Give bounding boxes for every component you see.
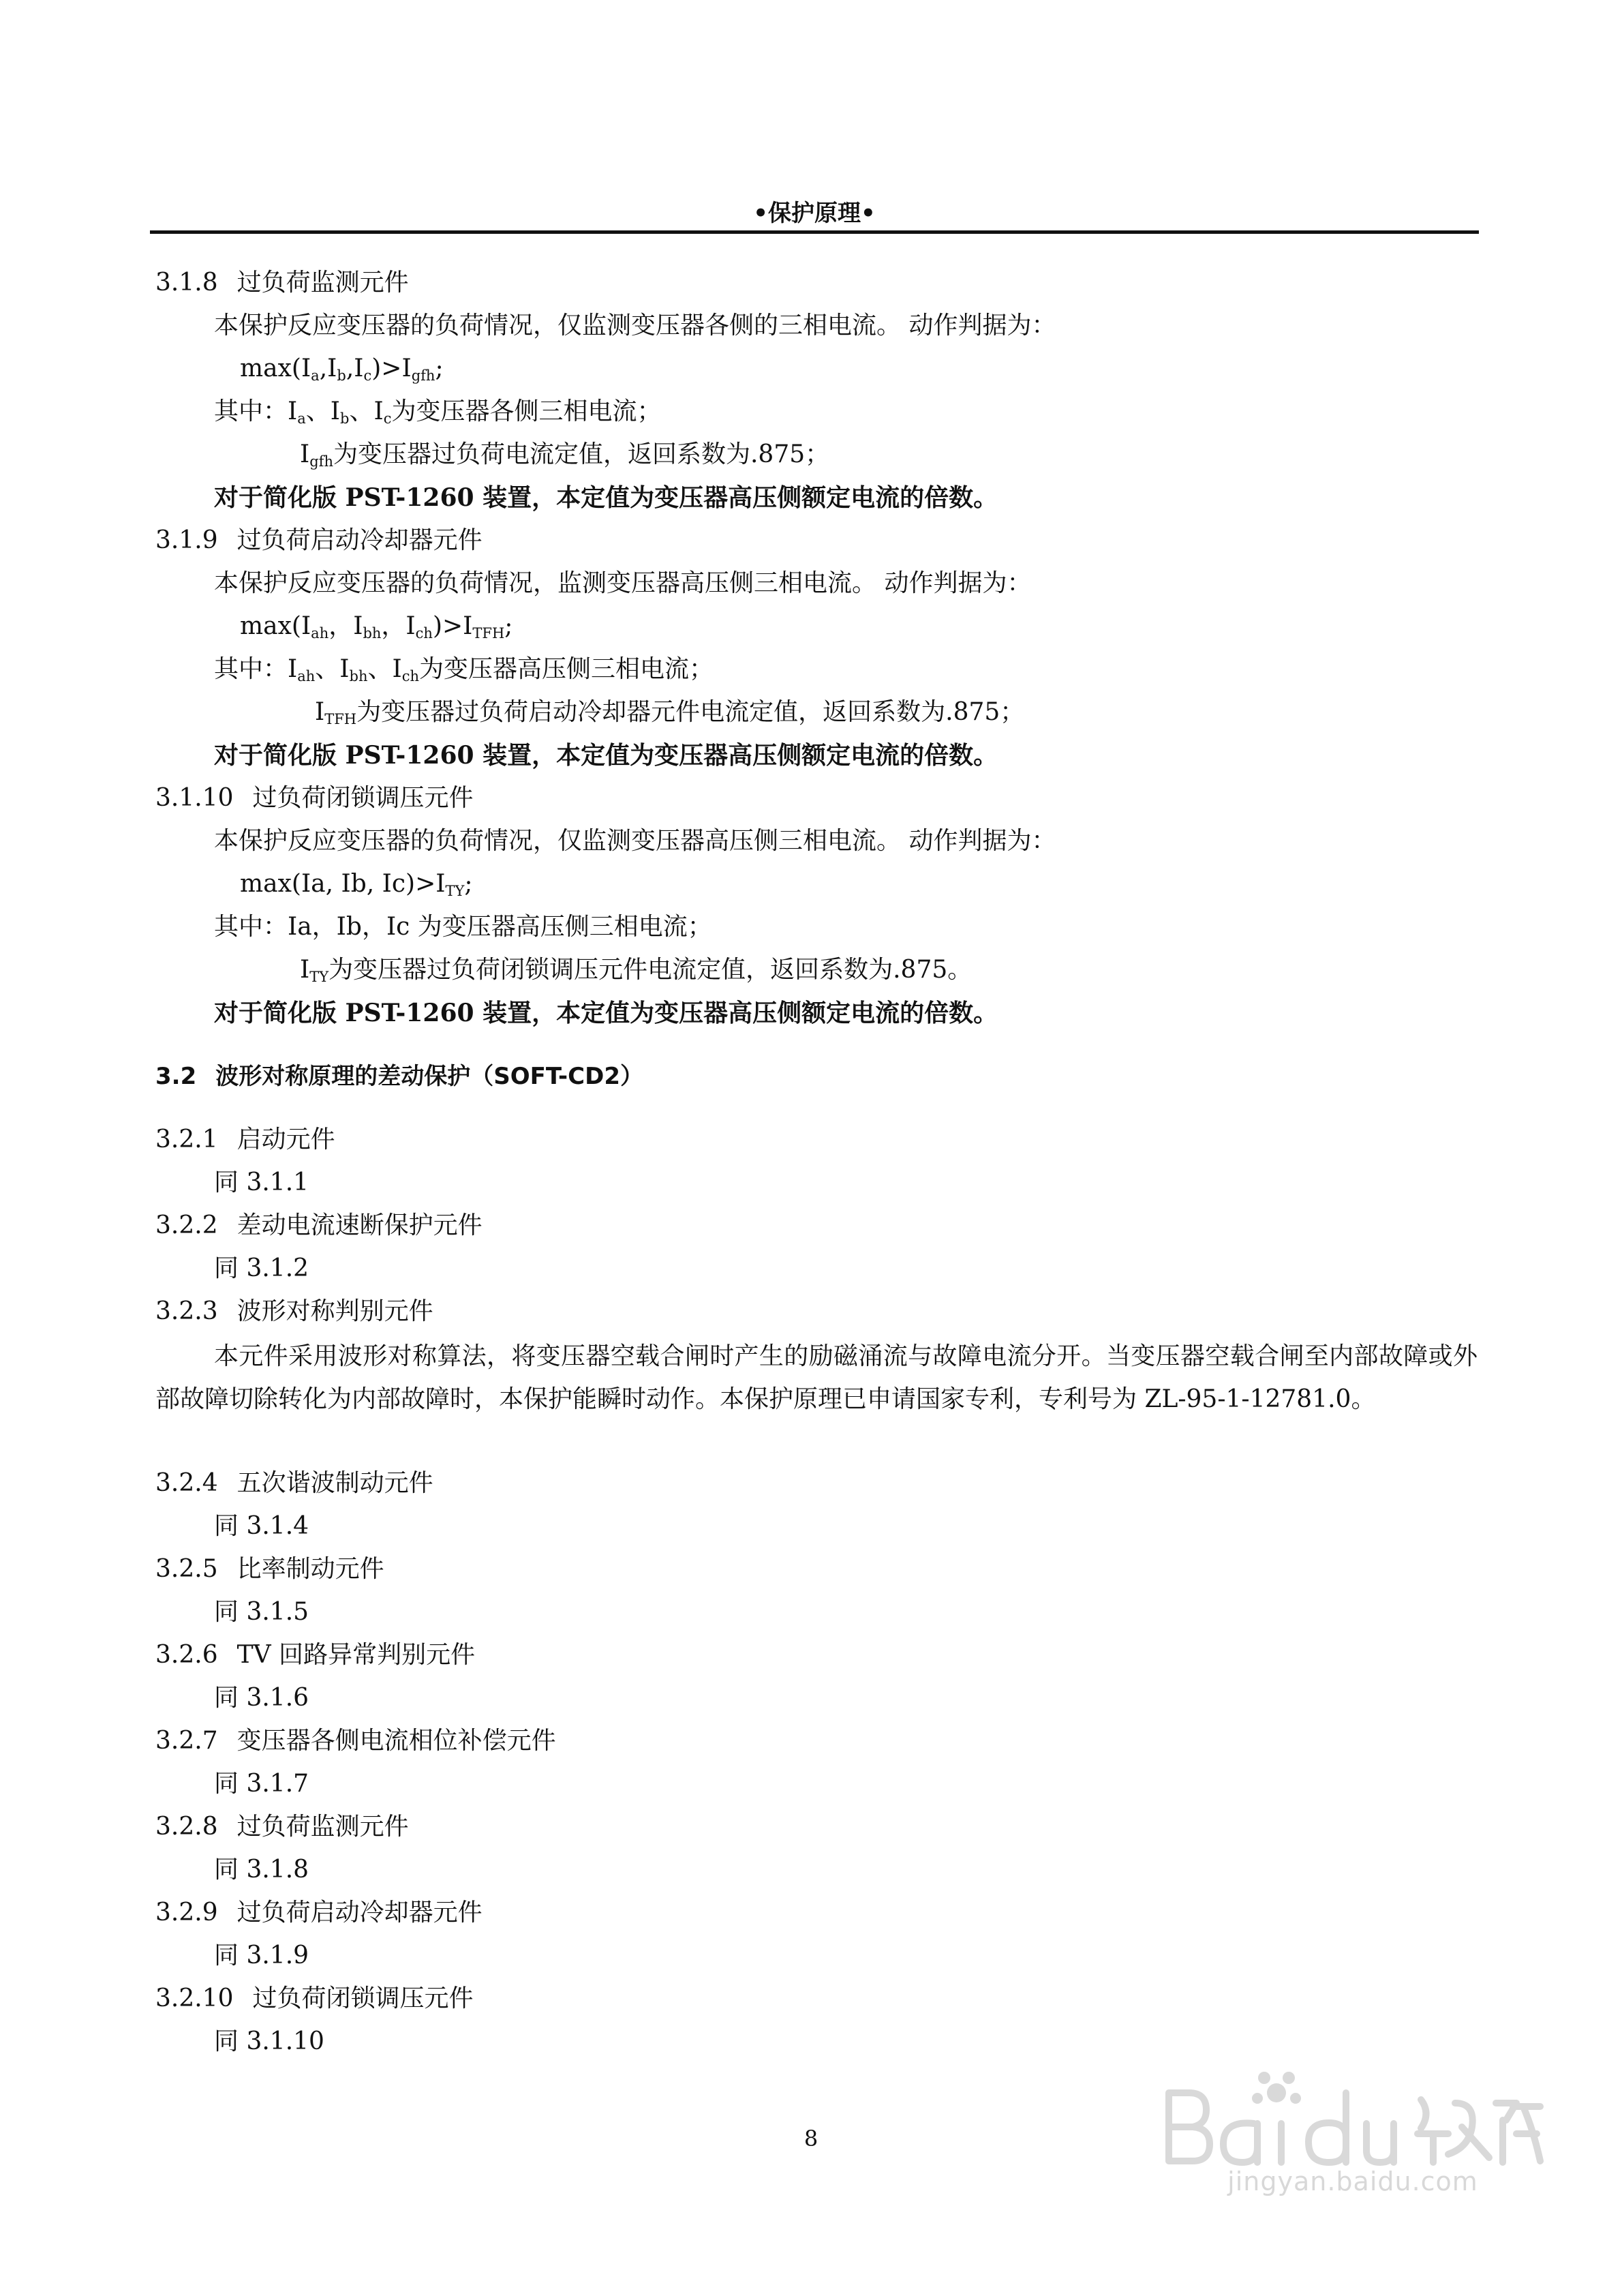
heading-number: 3.2.7	[155, 1727, 218, 1755]
criterion-intro-3-1-9: 本保护反应变压器的负荷情况，监测变压器高压侧三相电流。 动作判据为：	[214, 569, 1032, 597]
heading-number: 3.1.10	[155, 784, 234, 812]
text-part: 为变压器过负荷电流定值，返回系数为.875；	[333, 440, 830, 468]
heading-text: 过负荷启动冷却器元件	[236, 1899, 483, 1927]
heading-number: 3.2.2	[155, 1211, 218, 1239]
reference-3-2-8: 同 3.1.8	[214, 1856, 309, 1884]
subscript: ch	[415, 625, 433, 641]
running-header: •保护原理•	[753, 200, 876, 227]
subscript: TY	[309, 969, 329, 985]
heading-text: 过负荷启动冷却器元件	[236, 526, 483, 554]
reference-3-2-4: 同 3.1.4	[214, 1512, 309, 1540]
reference-3-2-2: 同 3.1.2	[214, 1254, 309, 1282]
heading-text: 启动元件	[236, 1126, 335, 1153]
text-part: 、I	[315, 655, 350, 683]
reference-3-2-1: 同 3.1.1	[214, 1168, 309, 1196]
text-part: I	[300, 440, 310, 468]
heading-3-2-6	[155, 1640, 475, 1670]
note-3-1-8: 对于简化版 PST-1260 装置，本定值为变压器高压侧额定电流的倍数。	[214, 483, 998, 512]
heading-text: 五次谐波制动元件	[236, 1469, 433, 1497]
heading-3-2-9	[155, 1898, 483, 1928]
heading-number: 3.2.9	[155, 1899, 218, 1927]
subscript: a	[311, 367, 320, 384]
text-part: 其中：I	[214, 655, 298, 683]
heading-3-2-4	[155, 1468, 433, 1498]
subscript: bh	[363, 625, 382, 641]
heading-text: 变压器各侧电流相位补偿元件	[236, 1727, 556, 1755]
heading-text: 波形对称判别元件	[236, 1297, 433, 1325]
text-part: 、I	[367, 655, 402, 683]
subscript: TFH	[324, 711, 357, 727]
subscript: c	[383, 410, 392, 427]
subscript: ch	[401, 668, 420, 684]
subscript: ah	[297, 668, 316, 684]
heading-3-2-3	[155, 1297, 433, 1327]
page-number: 8	[804, 2126, 818, 2151]
where-clause-3-1-9	[214, 654, 714, 684]
heading-3-2-7	[155, 1726, 556, 1756]
text-part: 为变压器过负荷闭锁调压元件电流定值，返回系数为.875。	[328, 956, 973, 984]
heading-text: 过负荷监测元件	[236, 1813, 409, 1841]
heading-3-2-10	[155, 1984, 474, 2014]
heading-number: 3.2.8	[155, 1813, 218, 1841]
subscript: TFH	[472, 625, 505, 641]
formula-part: max(I	[240, 354, 311, 382]
heading-number: 3.2.4	[155, 1469, 218, 1497]
formula-part: )>I	[432, 612, 473, 640]
setting-desc-3-1-8	[300, 440, 829, 470]
subscript: b	[340, 410, 350, 427]
subscript: TY	[445, 883, 465, 899]
text-part: 、I	[305, 397, 340, 425]
formula-part: max(Ia, Ib, Ic)>I	[240, 870, 446, 898]
text-part: 为变压器各侧三相电流；	[391, 397, 662, 425]
section-title: 波形对称原理的差动保护（SOFT-CD2）	[215, 1063, 643, 1090]
formula-part: ;	[435, 354, 444, 382]
heading-3-1-9	[155, 526, 483, 556]
formula-part: ，I	[328, 612, 363, 640]
watermark-url: jingyan.baidu.com	[1227, 2166, 1478, 2196]
subscript: b	[337, 367, 346, 384]
header-rule	[150, 230, 1479, 234]
formula-part: max(I	[240, 612, 311, 640]
text-part: I	[300, 956, 310, 984]
formula-part: ;	[504, 612, 513, 640]
where-clause-3-1-10: 其中：Ia，Ib，Ic 为变压器高压侧三相电流；	[214, 913, 712, 941]
criterion-intro-3-1-10: 本保护反应变压器的负荷情况，仅监测变压器高压侧三相电流。 动作判据为：	[214, 827, 1056, 855]
heading-text: 差动电流速断保护元件	[236, 1211, 483, 1239]
heading-number: 3.1.8	[155, 269, 218, 297]
heading-number: 3.2.10	[155, 1984, 234, 2012]
heading-3-2-1	[155, 1125, 335, 1155]
formula-3-1-10	[240, 869, 473, 899]
heading-text: TV 回路异常判别元件	[236, 1641, 476, 1669]
criterion-intro-3-1-8: 本保护反应变压器的负荷情况，仅监测变压器各侧的三相电流。 动作判据为：	[214, 312, 1056, 339]
subscript: bh	[349, 668, 368, 684]
setting-desc-3-1-10	[300, 955, 972, 985]
text-part: 为变压器高压侧三相电流；	[419, 655, 714, 683]
heading-3-2-5	[155, 1554, 384, 1584]
formula-part: ，I	[381, 612, 416, 640]
heading-text: 过负荷闭锁调压元件	[252, 1984, 474, 2012]
heading-number: 3.1.9	[155, 526, 218, 554]
note-3-1-9: 对于简化版 PST-1260 装置，本定值为变压器高压侧额定电流的倍数。	[214, 741, 998, 770]
subscript: ah	[311, 625, 329, 641]
formula-part: )>I	[371, 354, 412, 382]
heading-number: 3.2.5	[155, 1555, 218, 1583]
section-heading-3-2	[155, 1061, 643, 1091]
paragraph-3-2-3: 本元件采用波形对称算法，将变压器空载合闸时产生的励磁涌流与故障电流分开。当变压器空载合闸至内部故障或外部故障切除转化为内部故障时，本保护能瞬时动作。本保护原理已申请国家专利，专利号为 ZL-95-1-12781.0。	[155, 1342, 1478, 1413]
text-part: I	[315, 698, 325, 726]
formula-part: ,I	[346, 354, 364, 382]
text-part: 其中：I	[214, 397, 298, 425]
heading-number: 3.2.1	[155, 1126, 218, 1153]
heading-3-1-8	[155, 268, 409, 298]
text-part: 、I	[349, 397, 384, 425]
heading-number: 3.2.3	[155, 1297, 218, 1325]
heading-3-2-2	[155, 1211, 483, 1241]
formula-3-1-9	[240, 611, 512, 641]
heading-3-1-10	[155, 783, 474, 813]
reference-3-2-6: 同 3.1.6	[214, 1684, 309, 1712]
formula-3-1-8	[240, 354, 444, 384]
heading-3-2-8	[155, 1812, 409, 1842]
heading-text: 过负荷闭锁调压元件	[252, 784, 474, 812]
note-3-1-10: 对于简化版 PST-1260 装置，本定值为变压器高压侧额定电流的倍数。	[214, 999, 998, 1027]
where-clause-3-1-8	[214, 397, 661, 427]
text-part: 为变压器过负荷启动冷却器元件电流定值，返回系数为.875；	[356, 698, 1025, 726]
heading-text: 过负荷监测元件	[236, 269, 409, 297]
subscript: c	[363, 367, 372, 384]
setting-desc-3-1-9	[315, 697, 1024, 727]
reference-3-2-10: 同 3.1.10	[214, 2027, 324, 2055]
subscript: a	[297, 410, 306, 427]
formula-part: ;	[464, 870, 473, 898]
reference-3-2-5: 同 3.1.5	[214, 1598, 309, 1626]
subscript: gfh	[411, 367, 435, 384]
heading-number: 3.2.6	[155, 1641, 218, 1669]
heading-text: 比率制动元件	[236, 1555, 384, 1583]
subscript: gfh	[309, 453, 333, 470]
formula-part: ,I	[319, 354, 337, 382]
reference-3-2-9: 同 3.1.9	[214, 1942, 309, 1969]
section-number: 3.2	[155, 1063, 197, 1090]
reference-3-2-7: 同 3.1.7	[214, 1770, 309, 1798]
